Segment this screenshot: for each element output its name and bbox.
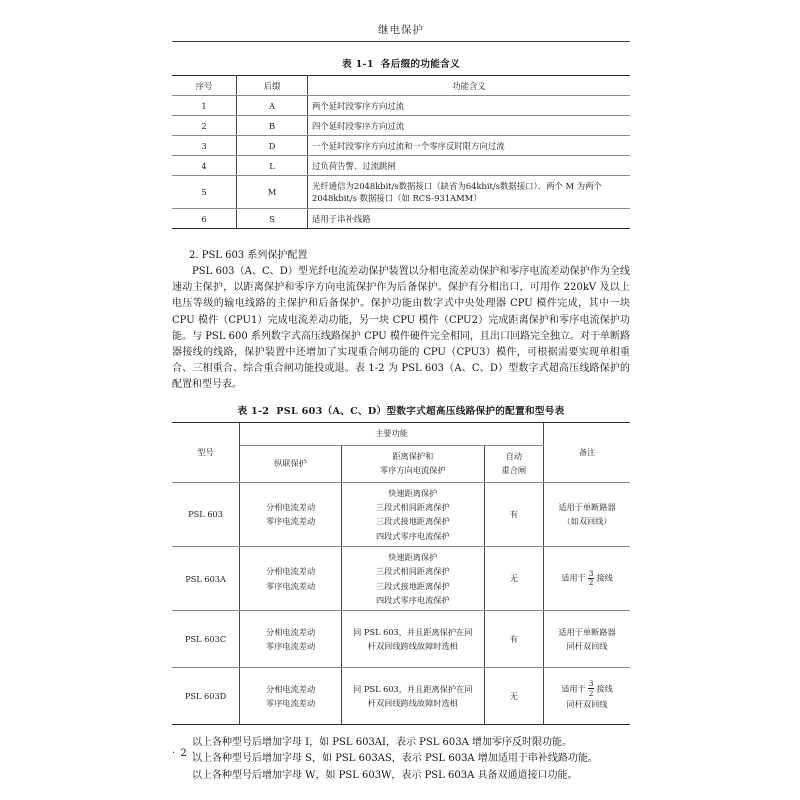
cell-note	[544, 482, 630, 546]
cell-suffix: B	[237, 116, 308, 136]
column-header-pilot-protection: 纵联保护	[240, 445, 342, 482]
cell-note-line-1: 适用于单断路器	[558, 501, 616, 512]
cell-sequence: 3	[172, 136, 237, 156]
cell-auto-reclosing: 无	[484, 546, 543, 610]
cell-pilot-protection	[240, 482, 342, 546]
fraction-numerator: 3	[588, 679, 594, 689]
cell-model: PSL 603C	[172, 611, 240, 668]
cell-suffix: A	[237, 96, 308, 116]
column-header-auto-line-1: 自动	[505, 451, 523, 462]
table-row	[172, 209, 630, 229]
table-row	[172, 546, 630, 610]
cell-model: PSL 603A	[172, 546, 240, 610]
table-row	[172, 96, 630, 116]
cell-suffix: D	[237, 136, 308, 156]
fraction-three-halves	[588, 570, 595, 587]
cell-distance-protection	[342, 482, 485, 546]
cell-meaning	[308, 176, 631, 209]
cell-sequence: 5	[172, 176, 237, 209]
cell-meaning: 适用于串补线路	[308, 209, 631, 229]
cell-pilot-line-2: 零序电流差动	[266, 516, 316, 527]
page-number: · 2 ·	[172, 748, 197, 759]
table-row	[172, 668, 630, 725]
table-1-2-caption-number: 表 1-2	[237, 405, 270, 417]
table-row	[172, 611, 630, 668]
column-header-distance-line-1: 距离保护和	[392, 451, 434, 462]
cell-distance-line-2: 三段式相间距离保护	[375, 501, 450, 512]
cell-distance-line-2: 杆双回线跨线故障时选相	[367, 641, 458, 652]
table-row	[172, 116, 630, 136]
fraction-denominator: 2	[588, 688, 594, 698]
cell-distance-line-4: 四段式零序电流保护	[375, 530, 450, 541]
cell-pilot-protection	[240, 668, 342, 725]
cell-meaning-line-2: 2048kbit/s 数据接口（如 RCS-931AMM）	[312, 193, 482, 203]
cell-distance-line-1: 同 PSL 603，并且距离保护在同	[353, 626, 473, 637]
fraction-three-halves	[588, 680, 595, 697]
cell-distance-line-4: 四段式零序电流保护	[375, 594, 450, 605]
column-header-model: 型号	[172, 422, 240, 482]
cell-distance-protection	[342, 546, 485, 610]
cell-sequence: 2	[172, 116, 237, 136]
cell-note-line-2: 同杆双回线	[566, 699, 608, 710]
footer-note-1: 以上各种型号后增加字母 I，如 PSL 603AI，表示 PSL 603A 增加零序反时限功能。	[192, 737, 573, 749]
cell-sequence: 6	[172, 209, 237, 229]
cell-auto-reclosing: 有	[484, 611, 543, 668]
cell-distance-protection	[342, 611, 485, 668]
cell-distance-line-3: 三段式接地距离保护	[375, 516, 450, 527]
cell-meaning-line-1: 光纤通信为2048kbit/s数据接口（缺省为64kbit/s数据接口）、两个 M 为两个	[312, 180, 602, 191]
cell-pilot-line-2: 零序电流差动	[266, 641, 316, 652]
cell-note-prefix: 适用于	[561, 572, 586, 583]
cell-pilot-line-1: 分相电流差动	[266, 501, 316, 512]
cell-pilot-protection	[240, 546, 342, 610]
column-header-auto-reclosing	[484, 445, 543, 482]
table-1-2-caption	[172, 403, 630, 417]
cell-auto-reclosing: 无	[484, 668, 543, 725]
cell-sequence: 4	[172, 156, 237, 176]
cell-pilot-line-2: 零序电流差动	[266, 580, 316, 591]
cell-distance-line-1: 同 PSL 603，并且距离保护在同	[353, 683, 473, 694]
footer-note-2: 以上各种型号后增加字母 S，如 PSL 603AS，表示 PSL 603A 增加适用于串补线路功能。	[192, 753, 598, 765]
table-row	[172, 176, 630, 209]
cell-distance-line-3: 三段式接地距离保护	[375, 580, 450, 591]
column-group-header-main-functions: 主要功能	[240, 422, 544, 445]
cell-note	[544, 611, 630, 668]
column-header-note: 备注	[544, 422, 630, 482]
footer-note-3: 以上各种型号后增加字母 W，如 PSL 603W，表示 PSL 603A 具备双通道接口功能。	[192, 769, 578, 781]
cell-suffix: M	[237, 176, 308, 209]
cell-note	[544, 668, 630, 725]
cell-distance-line-1: 快速距离保护	[388, 551, 438, 562]
cell-sequence: 1	[172, 96, 237, 116]
cell-pilot-line-1: 分相电流差动	[266, 683, 316, 694]
cell-meaning: 过负荷告警、过流跳闸	[308, 156, 631, 176]
table-1-2-caption-title: PSL 603（A、C、D）型数字式超高压线路保护的配置和型号表	[276, 405, 565, 417]
table-row-group-header	[172, 422, 630, 445]
table-1-1-caption-title: 各后缀的功能含义	[380, 59, 460, 70]
section-heading: 2. PSL 603 系列保护配置	[189, 250, 308, 261]
fraction-numerator: 3	[588, 568, 594, 578]
table-1-1-caption-number: 表 1-1	[342, 59, 374, 70]
header-rule	[172, 41, 630, 42]
table-row-header	[172, 76, 630, 96]
table-row	[172, 156, 630, 176]
column-header-sequence: 序号	[172, 76, 237, 96]
cell-pilot-line-1: 分相电流差动	[266, 626, 316, 637]
cell-note-line-2: （如双回线）	[562, 516, 612, 527]
cell-distance-line-2: 三段式相间距离保护	[375, 566, 450, 577]
column-header-distance-protection	[342, 445, 485, 482]
footer-notes	[172, 735, 630, 784]
cell-meaning: 一个延时段零序方向过流和一个零序反时限方向过流	[308, 136, 631, 156]
cell-suffix: S	[237, 209, 308, 229]
cell-distance-line-2: 杆双回线跨线故障时选相	[367, 698, 458, 709]
table-suffix-functions	[172, 75, 630, 229]
cell-pilot-protection	[240, 611, 342, 668]
page-content	[172, 22, 630, 784]
table-psl603-configuration	[172, 422, 630, 726]
section-block	[172, 246, 630, 394]
column-header-auto-line-2: 重合闸	[501, 464, 527, 475]
cell-note-suffix: 接线	[596, 683, 613, 694]
column-header-distance-line-2: 零序方向电流保护	[380, 464, 446, 475]
cell-distance-protection	[342, 668, 485, 725]
cell-meaning: 两个延时段零序方向过流	[308, 96, 631, 116]
running-head: 继电保护	[378, 24, 424, 36]
table-row	[172, 482, 630, 546]
cell-suffix: L	[237, 156, 308, 176]
cell-auto-reclosing: 有	[484, 482, 543, 546]
cell-note-prefix: 适用于	[561, 683, 586, 694]
fraction-denominator: 2	[588, 578, 594, 588]
cell-pilot-line-2: 零序电流差动	[266, 698, 316, 709]
cell-distance-line-1: 快速距离保护	[388, 487, 438, 498]
cell-note-suffix: 接线	[596, 572, 613, 583]
section-paragraph: PSL 603（A、C、D）型光纤电流差动保护装置以分相电流差动保护和零序电流差动保护作为全线速动主保护，以距离保护和零序方向电流保护作为后备保护。保护有分相出口，可用作 220kV 及以上电压等级的输电线路的主保护和后备保护。保护功能由数字式中央处理器 CPU 模件完成，其中一块 CPU 模件（CPU1）完成电流差动功能，另一块 CPU 模件（CPU2）完成距离保护和零序电流保护功能。与 PSL 600 系列数字式高压线路保护 CPU 模件硬件完全相同，且出口回路完全独立。对于单断路器接线的线路，保护装置中还增加了实现重合闸功能的 CPU（CPU3）模件，可根据需要实现单相重合、三相重合、综合重合闸功能投或退。表 1-2 为 PSL 603（A、C、D）型数字式超高压线路保护的配置和型号表。	[172, 266, 630, 391]
cell-model: PSL 603D	[172, 668, 240, 725]
cell-note-line-1: 适用于单断路器	[558, 626, 616, 637]
cell-model: PSL 603	[172, 482, 240, 546]
cell-pilot-line-1: 分相电流差动	[266, 566, 316, 577]
cell-note-line-2: 同杆双回线	[566, 641, 608, 652]
cell-note	[544, 546, 630, 610]
cell-meaning: 四个延时段零序方向过流	[308, 116, 631, 136]
table-1-1-caption	[172, 56, 630, 70]
column-header-meaning: 功能含义	[308, 76, 631, 96]
column-header-suffix: 后缀	[237, 76, 308, 96]
table-row	[172, 136, 630, 156]
